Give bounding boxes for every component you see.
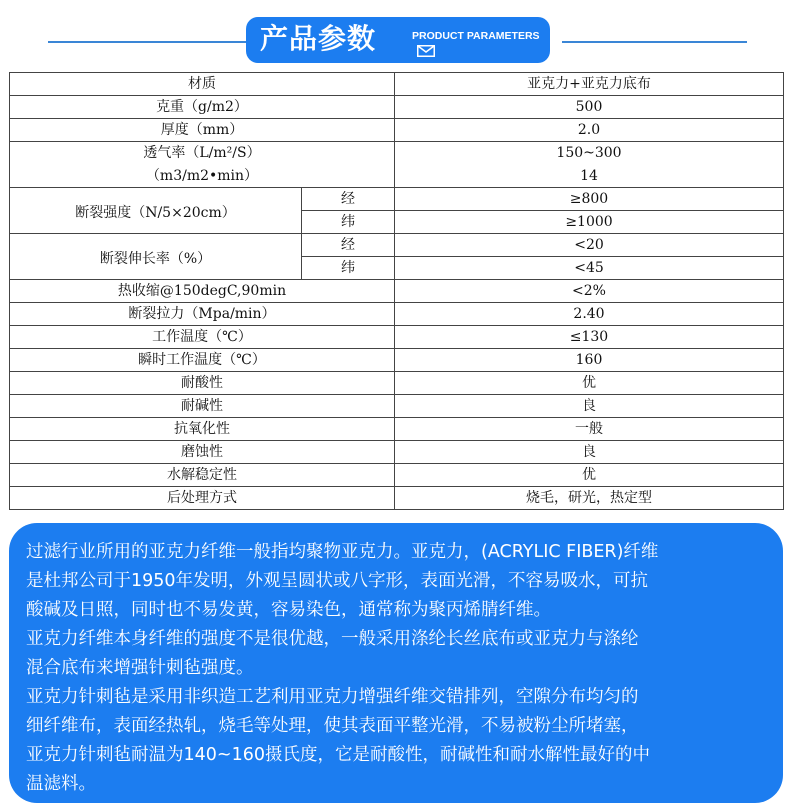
row-value: ≥1000 — [395, 211, 784, 234]
description-line: 亚克力纤维本身纤维的强度不是很优越，一般采用涤纶长丝底布或亚克力与涤纶 — [26, 629, 639, 649]
row-value: 良 — [395, 395, 784, 418]
description-box — [9, 523, 783, 803]
header-material: 材质 — [10, 73, 395, 96]
header-divider-right — [562, 41, 747, 43]
table-row — [10, 487, 784, 510]
table-row — [10, 142, 784, 165]
table-row — [10, 188, 784, 211]
row-label: （m3/m2•min） — [10, 165, 395, 188]
row-label: 磨蚀性 — [10, 441, 395, 464]
table-row — [10, 303, 784, 326]
row-sublabel-weft: 纬 — [302, 257, 395, 280]
table-row — [10, 418, 784, 441]
row-value: 一般 — [395, 418, 784, 441]
row-label: 耐酸性 — [10, 372, 395, 395]
description-line: 细纤维布，表面经热轧，烧毛等处理，使其表面平整光滑，不易被粉尘所堵塞， — [26, 716, 639, 736]
description-line: 亚克力针刺毡耐温为140~160摄氏度，它是耐酸性，耐碱性和耐水解性最好的中 — [26, 745, 650, 765]
header-title-box — [246, 17, 550, 63]
row-label: 透气率（L/m²/S） — [10, 142, 395, 165]
row-label: 热收缩@150degC,90min — [10, 280, 395, 303]
table-row — [10, 165, 784, 188]
table-row — [10, 349, 784, 372]
section-title: 产品参数 — [260, 22, 377, 55]
description-line: 酸碱及日照，同时也不易发黄，容易染色，通常称为聚丙烯腈纤维。 — [26, 600, 551, 620]
row-sublabel-weft: 纬 — [302, 211, 395, 234]
table-row — [10, 464, 784, 487]
table-row — [10, 326, 784, 349]
row-value: 160 — [395, 349, 784, 372]
row-value: 2.0 — [395, 119, 784, 142]
row-label: 水解稳定性 — [10, 464, 395, 487]
row-value: 烧毛，研光，热定型 — [395, 487, 784, 510]
row-label: 瞬时工作温度（℃） — [10, 349, 395, 372]
row-value: 500 — [395, 96, 784, 119]
table-header-row — [10, 73, 784, 96]
row-label: 克重（g/m2） — [10, 96, 395, 119]
table-row — [10, 119, 784, 142]
table-row — [10, 395, 784, 418]
header-material-value: 亚克力+亚克力底布 — [395, 73, 784, 96]
row-value: 150~300 — [395, 142, 784, 165]
row-label: 厚度（mm） — [10, 119, 395, 142]
row-value: 14 — [395, 165, 784, 188]
row-value: ≤130 — [395, 326, 784, 349]
description-line: 过滤行业所用的亚克力纤维一般指均聚物亚克力。亚克力，(ACRYLIC FIBER)纤维 — [26, 542, 659, 562]
row-label: 耐碱性 — [10, 395, 395, 418]
description-line: 亚克力针刺毡是采用非织造工艺利用亚克力增强纤维交错排列，空隙分布均匀的 — [26, 687, 639, 707]
table-row — [10, 96, 784, 119]
description-line: 温滤料。 — [26, 774, 96, 794]
table-row — [10, 441, 784, 464]
parameters-table — [9, 72, 784, 510]
table-row — [10, 234, 784, 257]
envelope-icon — [417, 45, 435, 57]
header-divider-left — [48, 41, 248, 43]
description-line: 混合底布来增强针刺毡强度。 — [26, 658, 254, 678]
row-label: 后处理方式 — [10, 487, 395, 510]
section-subtitle: PRODUCT PARAMETERS — [412, 30, 540, 42]
row-value: 2.40 — [395, 303, 784, 326]
row-value: 良 — [395, 441, 784, 464]
description-line: 是杜邦公司于1950年发明，外观呈圆状或八字形，表面光滑，不容易吸水，可抗 — [26, 571, 649, 591]
row-label: 工作温度（℃） — [10, 326, 395, 349]
row-label: 断裂强度（N/5×20cm） — [10, 188, 302, 234]
table-row — [10, 280, 784, 303]
row-value: <20 — [395, 234, 784, 257]
row-value: <45 — [395, 257, 784, 280]
row-sublabel-warp: 经 — [302, 188, 395, 211]
row-value: <2% — [395, 280, 784, 303]
table-row — [10, 372, 784, 395]
section-header — [0, 0, 790, 68]
row-label: 断裂拉力（Mpa/min） — [10, 303, 395, 326]
row-value: ≥800 — [395, 188, 784, 211]
row-sublabel-warp: 经 — [302, 234, 395, 257]
row-value: 优 — [395, 464, 784, 487]
row-label: 断裂伸长率（%） — [10, 234, 302, 280]
row-label: 抗氧化性 — [10, 418, 395, 441]
row-value: 优 — [395, 372, 784, 395]
